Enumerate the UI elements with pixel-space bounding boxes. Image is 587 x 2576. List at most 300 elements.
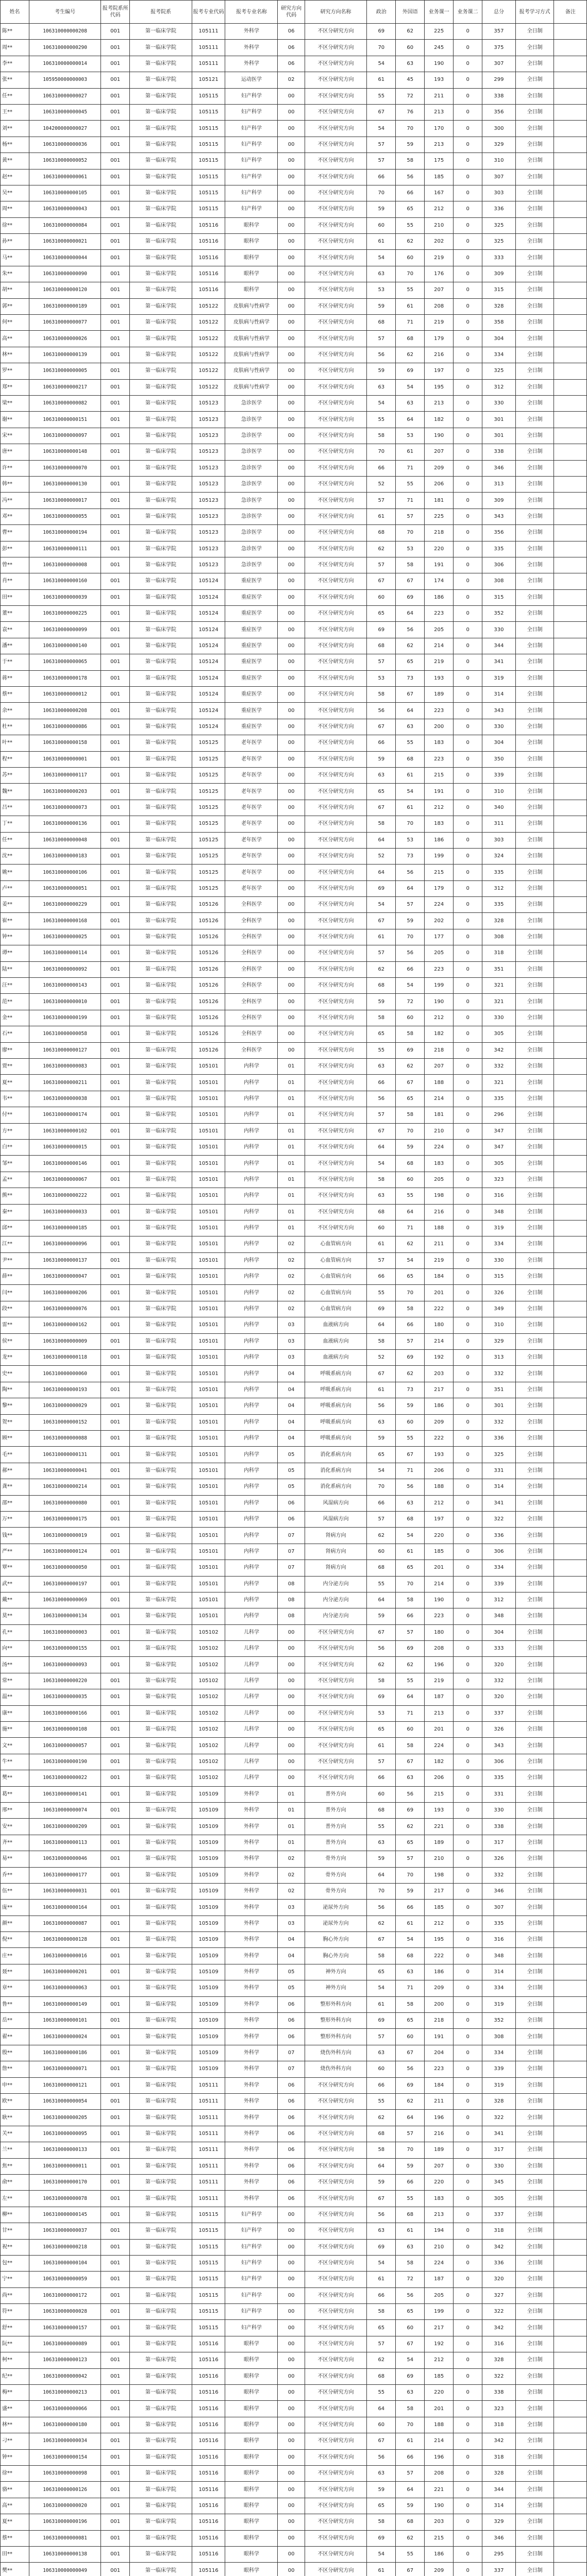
cell-dept: 第一临床学院: [130, 1722, 192, 1738]
cell-foreign-language: 62: [396, 1059, 425, 1075]
cell-dept: 第一临床学院: [130, 2385, 192, 2401]
cell-name: 文**: [1, 1738, 29, 1754]
cell-study-mode: 全日制: [515, 1576, 554, 1592]
cell-dept: 第一临床学院: [130, 945, 192, 961]
cell-dept-code: 001: [101, 444, 130, 460]
cell-exam-id: 106310000000218: [29, 2239, 100, 2255]
cell-dept: 第一临床学院: [130, 2142, 192, 2158]
cell-dept: 第一临床学院: [130, 363, 192, 379]
cell-direction-code: 00: [278, 1026, 305, 1042]
cell-remark: [554, 1900, 587, 1916]
cell-dept: 第一临床学院: [130, 1220, 192, 1236]
cell-dept: 第一临床学院: [130, 1107, 192, 1123]
cell-dept: 第一临床学院: [130, 2094, 192, 2110]
cell-politics: 63: [367, 1059, 396, 1075]
cell-study-mode: 全日制: [515, 2061, 554, 2077]
cell-major-code: 105116: [192, 266, 225, 282]
cell-exam-id: 106310000000134: [29, 1608, 100, 1624]
cell-course-two: 0: [454, 735, 482, 751]
cell-name: 盛**: [1, 2401, 29, 2417]
cell-study-mode: 全日制: [515, 298, 554, 314]
cell-politics: 55: [367, 1576, 396, 1592]
cell-course-one: 219: [425, 654, 454, 670]
cell-foreign-language: 69: [396, 1802, 425, 1818]
table-row: [1, 1107, 587, 1123]
table-row: [1, 961, 587, 977]
cell-study-mode: 全日制: [515, 1657, 554, 1673]
cell-major-code: 105124: [192, 654, 225, 670]
cell-politics: 52: [367, 848, 396, 864]
cell-total: 309: [482, 266, 516, 282]
cell-dept: 第一临床学院: [130, 1867, 192, 1883]
cell-total: 342: [482, 2433, 516, 2449]
table-row: [1, 557, 587, 573]
cell-course-one: 209: [425, 2563, 454, 2576]
cell-major-code: 105101: [192, 1430, 225, 1446]
cell-direction-name: 泌尿外方向: [305, 1916, 367, 1931]
cell-direction-name: 心血管病方向: [305, 1236, 367, 1252]
cell-remark: [554, 493, 587, 509]
table-row: [1, 2304, 587, 2320]
cell-name: 殷**: [1, 2045, 29, 2061]
cell-major-name: 内科学: [225, 1528, 278, 1544]
cell-dept-code: 001: [101, 1883, 130, 1899]
cell-remark: [554, 2368, 587, 2384]
cell-direction-code: 05: [278, 1980, 305, 1996]
cell-remark: [554, 2563, 587, 2576]
cell-direction-code: 06: [278, 1996, 305, 2012]
cell-direction-code: 02: [278, 1301, 305, 1317]
cell-major-code: 105109: [192, 1819, 225, 1835]
cell-dept: 第一临床学院: [130, 1916, 192, 1931]
table-row: [1, 1059, 587, 1075]
cell-exam-id: 106310000000016: [29, 1948, 100, 1964]
cell-politics: 58: [367, 1948, 396, 1964]
cell-direction-name: 不区分研究方向: [305, 282, 367, 298]
cell-politics: 68: [367, 1560, 396, 1576]
cell-total: 320: [482, 1689, 516, 1705]
cell-remark: [554, 961, 587, 977]
cell-study-mode: 全日制: [515, 282, 554, 298]
cell-dept: 第一临床学院: [130, 1414, 192, 1430]
header-foreign-language: 外国语: [396, 1, 425, 24]
cell-exam-id: 106310000000067: [29, 1172, 100, 1188]
cell-direction-code: 00: [278, 2563, 305, 2576]
cell-dept-code: 001: [101, 1042, 130, 1058]
cell-study-mode: 全日制: [515, 1544, 554, 1560]
cell-course-one: 195: [425, 1932, 454, 1948]
cell-foreign-language: 58: [396, 1026, 425, 1042]
cell-politics: 60: [367, 1220, 396, 1236]
cell-total: 320: [482, 2272, 516, 2287]
cell-name: 陆**: [1, 961, 29, 977]
cell-total: 316: [482, 2336, 516, 2352]
cell-exam-id: 106310000000098: [29, 2465, 100, 2481]
cell-major-code: 105116: [192, 2433, 225, 2449]
cell-dept: 第一临床学院: [130, 104, 192, 120]
cell-exam-id: 106310000000066: [29, 2401, 100, 2417]
cell-direction-code: 00: [278, 670, 305, 686]
cell-course-two: 0: [454, 315, 482, 331]
cell-course-one: 218: [425, 525, 454, 541]
cell-dept: 第一临床学院: [130, 913, 192, 929]
cell-total: 296: [482, 1107, 516, 1123]
cell-dept: 第一临床学院: [130, 460, 192, 476]
cell-major-name: 重症医学: [225, 670, 278, 686]
cell-course-one: 180: [425, 1624, 454, 1640]
cell-course-one: 218: [425, 2013, 454, 2029]
cell-direction-code: 08: [278, 1608, 305, 1624]
cell-study-mode: 全日制: [515, 784, 554, 800]
cell-foreign-language: 61: [396, 2223, 425, 2239]
table-row: [1, 654, 587, 670]
cell-dept-code: 001: [101, 2401, 130, 2417]
cell-remark: [554, 2465, 587, 2481]
cell-politics: 63: [367, 1835, 396, 1851]
cell-direction-name: 不区分研究方向: [305, 1010, 367, 1026]
table-row: [1, 2498, 587, 2514]
cell-foreign-language: 59: [396, 2158, 425, 2174]
cell-foreign-language: 71: [396, 1220, 425, 1236]
cell-course-one: 216: [425, 2126, 454, 2142]
cell-politics: 57: [367, 1754, 396, 1770]
cell-direction-code: 00: [278, 234, 305, 250]
cell-major-name: 外科学: [225, 1932, 278, 1948]
cell-dept-code: 001: [101, 1252, 130, 1268]
cell-dept-code: 001: [101, 1916, 130, 1931]
cell-dept: 第一临床学院: [130, 1705, 192, 1721]
cell-major-code: 105125: [192, 848, 225, 864]
table-row: [1, 2142, 587, 2158]
cell-major-code: 105126: [192, 1026, 225, 1042]
cell-study-mode: 全日制: [515, 428, 554, 444]
cell-remark: [554, 363, 587, 379]
cell-direction-code: 06: [278, 2142, 305, 2158]
cell-foreign-language: 64: [396, 412, 425, 428]
cell-direction-name: 不区分研究方向: [305, 169, 367, 185]
cell-major-name: 重症医学: [225, 606, 278, 622]
cell-dept-code: 001: [101, 2287, 130, 2303]
cell-name: 牛**: [1, 1754, 29, 1770]
cell-name: 潘**: [1, 638, 29, 654]
cell-course-one: 213: [425, 1705, 454, 1721]
cell-total: 309: [482, 493, 516, 509]
cell-dept-code: 001: [101, 1738, 130, 1754]
cell-total: 339: [482, 767, 516, 783]
cell-dept-code: 001: [101, 1528, 130, 1544]
cell-politics: 70: [367, 40, 396, 56]
cell-dept: 第一临床学院: [130, 2061, 192, 2077]
cell-direction-name: 不区分研究方向: [305, 1026, 367, 1042]
cell-dept: 第一临床学院: [130, 687, 192, 703]
cell-study-mode: 全日制: [515, 1754, 554, 1770]
cell-direction-code: 00: [278, 654, 305, 670]
cell-foreign-language: 57: [396, 2465, 425, 2481]
cell-foreign-language: 61: [396, 800, 425, 816]
cell-course-two: 0: [454, 557, 482, 573]
cell-course-two: 0: [454, 2449, 482, 2465]
cell-study-mode: 全日制: [515, 1802, 554, 1818]
cell-remark: [554, 1350, 587, 1366]
cell-major-name: 外科学: [225, 2094, 278, 2110]
cell-total: 336: [482, 201, 516, 217]
cell-study-mode: 全日制: [515, 1059, 554, 1075]
cell-course-two: 0: [454, 72, 482, 88]
cell-direction-name: 不区分研究方向: [305, 2433, 367, 2449]
cell-study-mode: 全日制: [515, 2498, 554, 2514]
cell-foreign-language: 64: [396, 1204, 425, 1220]
cell-major-name: 眼科学: [225, 2352, 278, 2368]
cell-direction-name: 神外方向: [305, 1980, 367, 1996]
cell-course-two: 0: [454, 298, 482, 314]
cell-politics: 66: [367, 460, 396, 476]
cell-course-two: 0: [454, 2304, 482, 2320]
table-row: [1, 1188, 587, 1204]
cell-foreign-language: 55: [396, 217, 425, 233]
cell-course-one: 217: [425, 2320, 454, 2336]
cell-name: 袁**: [1, 622, 29, 638]
cell-name: 陶**: [1, 1382, 29, 1398]
cell-direction-code: 01: [278, 1059, 305, 1075]
cell-major-code: 105109: [192, 1851, 225, 1867]
cell-dept: 第一临床学院: [130, 24, 192, 40]
cell-politics: 58: [367, 2142, 396, 2158]
cell-study-mode: 全日制: [515, 72, 554, 88]
cell-study-mode: 全日制: [515, 1026, 554, 1042]
cell-foreign-language: 58: [396, 2255, 425, 2271]
table-row: [1, 1156, 587, 1172]
cell-exam-id: 106310000000162: [29, 1317, 100, 1333]
cell-dept-code: 001: [101, 137, 130, 152]
cell-exam-id: 106310000000020: [29, 2498, 100, 2514]
cell-major-name: 眼科学: [225, 2498, 278, 2514]
cell-direction-code: 00: [278, 557, 305, 573]
cell-remark: [554, 557, 587, 573]
cell-dept: 第一临床学院: [130, 670, 192, 686]
cell-total: 315: [482, 1269, 516, 1285]
cell-exam-id: 106310000000045: [29, 104, 100, 120]
cell-total: 349: [482, 1301, 516, 1317]
cell-direction-name: 不区分研究方向: [305, 2320, 367, 2336]
cell-dept-code: 001: [101, 1317, 130, 1333]
cell-major-code: 105125: [192, 800, 225, 816]
cell-major-name: 外科学: [225, 2126, 278, 2142]
cell-major-code: 105122: [192, 331, 225, 347]
cell-remark: [554, 169, 587, 185]
table-row: [1, 994, 587, 1010]
cell-direction-code: 03: [278, 1317, 305, 1333]
cell-direction-name: 不区分研究方向: [305, 719, 367, 735]
cell-study-mode: 全日制: [515, 493, 554, 509]
cell-major-name: 眼科学: [225, 2401, 278, 2417]
cell-major-name: 重症医学: [225, 589, 278, 605]
cell-exam-id: 106310000000031: [29, 1883, 100, 1899]
cell-politics: 58: [367, 687, 396, 703]
cell-course-two: 0: [454, 1026, 482, 1042]
cell-course-one: 196: [425, 2110, 454, 2126]
cell-remark: [554, 40, 587, 56]
cell-course-one: 182: [425, 1754, 454, 1770]
cell-course-one: 186: [425, 2546, 454, 2562]
cell-course-two: 0: [454, 1657, 482, 1673]
header-dept-code: 报考院系所代码: [101, 1, 130, 24]
cell-direction-code: 00: [278, 2336, 305, 2352]
cell-exam-id: 106310000000070: [29, 460, 100, 476]
cell-course-two: 0: [454, 2158, 482, 2174]
cell-politics: 64: [367, 1317, 396, 1333]
cell-direction-name: 不区分研究方向: [305, 2530, 367, 2546]
cell-total: 335: [482, 897, 516, 913]
cell-direction-name: 不区分研究方向: [305, 1754, 367, 1770]
cell-direction-name: 内分泌方向: [305, 1592, 367, 1608]
cell-exam-id: 106310000000095: [29, 2126, 100, 2142]
cell-dept: 第一临床学院: [130, 1576, 192, 1592]
cell-major-name: 重症医学: [225, 703, 278, 719]
cell-direction-name: 内分泌方向: [305, 1608, 367, 1624]
cell-major-code: 105111: [192, 2191, 225, 2207]
cell-name: 顾**: [1, 1430, 29, 1446]
cell-total: 356: [482, 525, 516, 541]
cell-remark: [554, 331, 587, 347]
cell-total: 300: [482, 121, 516, 137]
cell-total: 334: [482, 1560, 516, 1576]
cell-remark: [554, 1819, 587, 1835]
cell-study-mode: 全日制: [515, 687, 554, 703]
cell-dept: 第一临床学院: [130, 2546, 192, 2562]
cell-course-one: 184: [425, 1269, 454, 1285]
cell-study-mode: 全日制: [515, 751, 554, 767]
cell-total: 331: [482, 1786, 516, 1802]
cell-direction-name: 不区分研究方向: [305, 2207, 367, 2223]
cell-dept-code: 001: [101, 2207, 130, 2223]
cell-foreign-language: 63: [396, 1964, 425, 1980]
table-row: [1, 395, 587, 411]
cell-remark: [554, 2110, 587, 2126]
cell-course-two: 0: [454, 1366, 482, 1382]
cell-course-two: 0: [454, 2045, 482, 2061]
cell-foreign-language: 76: [396, 104, 425, 120]
cell-dept: 第一临床学院: [130, 865, 192, 880]
header-course-two: 业务课二: [454, 1, 482, 24]
cell-direction-code: 00: [278, 978, 305, 994]
cell-course-one: 215: [425, 865, 454, 880]
cell-dept-code: 001: [101, 1123, 130, 1139]
cell-dept-code: 001: [101, 1026, 130, 1042]
cell-politics: 67: [367, 1123, 396, 1139]
cell-remark: [554, 784, 587, 800]
cell-major-code: 105122: [192, 315, 225, 331]
cell-exam-id: 106310000000148: [29, 444, 100, 460]
table-row: [1, 1269, 587, 1285]
cell-major-name: 眼科学: [225, 2563, 278, 2576]
header-total: 总分: [482, 1, 516, 24]
cell-direction-name: 不区分研究方向: [305, 1770, 367, 1786]
cell-direction-name: 不区分研究方向: [305, 2336, 367, 2352]
cell-direction-name: 不区分研究方向: [305, 2465, 367, 2481]
cell-direction-name: 呼吸系病方向: [305, 1414, 367, 1430]
cell-course-one: 206: [425, 1463, 454, 1479]
cell-remark: [554, 1042, 587, 1058]
table-row: [1, 670, 587, 686]
cell-direction-name: 不区分研究方向: [305, 217, 367, 233]
cell-dept-code: 001: [101, 2482, 130, 2498]
cell-remark: [554, 2207, 587, 2223]
cell-study-mode: 全日制: [515, 2449, 554, 2465]
cell-major-name: 妇产科学: [225, 2239, 278, 2255]
cell-total: 316: [482, 1188, 516, 1204]
cell-total: 330: [482, 1010, 516, 1026]
cell-name: 高**: [1, 331, 29, 347]
cell-politics: 63: [367, 2045, 396, 2061]
cell-politics: 62: [367, 1528, 396, 1544]
cell-course-one: 193: [425, 670, 454, 686]
cell-exam-id: 106310000000046: [29, 1851, 100, 1867]
cell-dept: 第一临床学院: [130, 1010, 192, 1026]
cell-politics: 67: [367, 1366, 396, 1382]
table-row: [1, 2223, 587, 2239]
cell-remark: [554, 1641, 587, 1657]
cell-course-two: 0: [454, 1123, 482, 1139]
cell-dept: 第一临床学院: [130, 395, 192, 411]
cell-major-code: 105101: [192, 1220, 225, 1236]
cell-direction-name: 不区分研究方向: [305, 897, 367, 913]
cell-course-one: 220: [425, 541, 454, 557]
cell-course-two: 0: [454, 784, 482, 800]
cell-remark: [554, 589, 587, 605]
cell-total: 335: [482, 865, 516, 880]
cell-course-two: 0: [454, 2546, 482, 2562]
cell-total: 342: [482, 2320, 516, 2336]
cell-course-one: 224: [425, 1738, 454, 1754]
cell-name: 邱**: [1, 1220, 29, 1236]
cell-study-mode: 全日制: [515, 460, 554, 476]
table-row: [1, 1091, 587, 1107]
cell-dept-code: 001: [101, 978, 130, 994]
cell-study-mode: 全日制: [515, 1366, 554, 1382]
cell-study-mode: 全日制: [515, 1107, 554, 1123]
cell-politics: 61: [367, 72, 396, 88]
cell-course-one: 210: [425, 217, 454, 233]
table-row: [1, 363, 587, 379]
cell-dept-code: 001: [101, 104, 130, 120]
cell-major-name: 皮肤病与性病学: [225, 298, 278, 314]
cell-course-two: 0: [454, 2077, 482, 2093]
cell-course-two: 0: [454, 832, 482, 848]
cell-exam-id: 106310000000074: [29, 1802, 100, 1818]
cell-foreign-language: 69: [396, 589, 425, 605]
cell-major-name: 老年医学: [225, 767, 278, 783]
cell-major-name: 内科学: [225, 1139, 278, 1155]
cell-total: 335: [482, 1091, 516, 1107]
cell-study-mode: 全日制: [515, 1916, 554, 1931]
cell-course-two: 0: [454, 250, 482, 266]
cell-direction-name: 不区分研究方向: [305, 2174, 367, 2190]
cell-total: 312: [482, 880, 516, 896]
cell-direction-name: 普外方向: [305, 1786, 367, 1802]
cell-study-mode: 全日制: [515, 1269, 554, 1285]
cell-study-mode: 全日制: [515, 2223, 554, 2239]
cell-politics: 66: [367, 2077, 396, 2093]
cell-name: 翟**: [1, 2029, 29, 2045]
cell-direction-name: 不区分研究方向: [305, 1059, 367, 1075]
cell-direction-code: 00: [278, 476, 305, 492]
cell-course-one: 213: [425, 395, 454, 411]
cell-course-two: 0: [454, 1301, 482, 1317]
cell-name: 汤**: [1, 1657, 29, 1673]
cell-dept: 第一临床学院: [130, 703, 192, 719]
cell-dept: 第一临床学院: [130, 1900, 192, 1916]
cell-dept-code: 001: [101, 153, 130, 169]
